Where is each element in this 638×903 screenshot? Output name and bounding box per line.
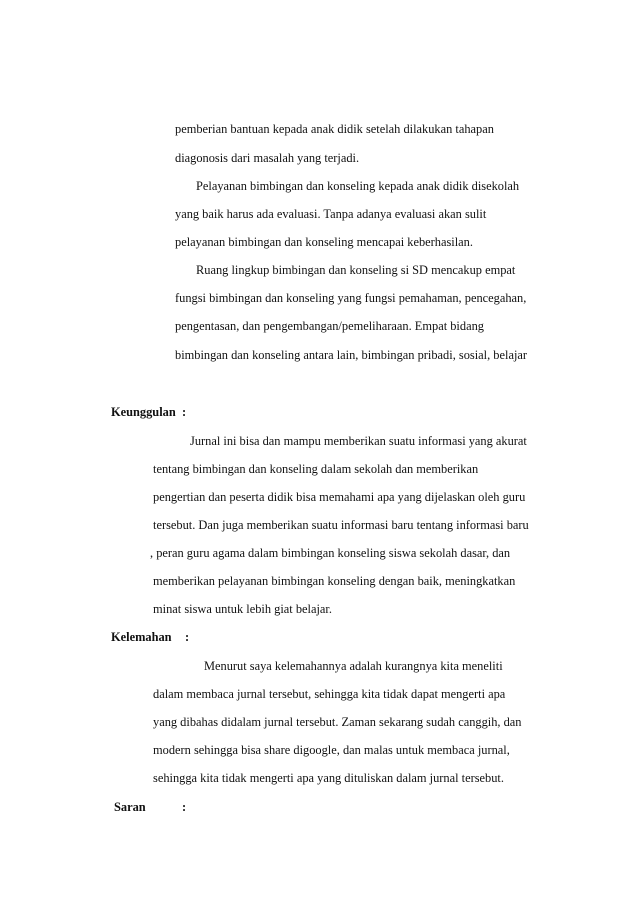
intro-line: Pelayanan bimbingan dan konseling kepada anak didik disekolah bbox=[196, 179, 520, 193]
saran-colon: : bbox=[182, 800, 187, 814]
keunggulan-colon: : bbox=[182, 405, 187, 419]
keunggulan-heading: Keunggulan bbox=[111, 405, 176, 419]
keunggulan-line: pengertian dan peserta didik bisa memahami apa yang dijelaskan oleh guru bbox=[153, 490, 526, 504]
keunggulan-line: minat siswa untuk lebih giat belajar. bbox=[153, 602, 332, 616]
saran-heading: Saran bbox=[114, 800, 146, 814]
intro-line: pemberian bantuan kepada anak didik setelah dilakukan tahapan bbox=[175, 122, 494, 136]
kelemahan-colon: : bbox=[185, 630, 190, 644]
intro-line: Ruang lingkup bimbingan dan konseling si SD mencakup empat bbox=[196, 263, 516, 277]
intro-line: bimbingan dan konseling antara lain, bimbingan pribadi, sosial, belajar bbox=[175, 348, 528, 362]
keunggulan-line: memberikan pelayanan bimbingan konseling dengan baik, meningkatkan bbox=[153, 574, 516, 588]
keunggulan-line: Jurnal ini bisa dan mampu memberikan suatu informasi yang akurat bbox=[190, 434, 527, 448]
keunggulan-line: , peran guru agama dalam bimbingan konseling siswa sekolah dasar, dan bbox=[150, 546, 511, 560]
kelemahan-line: yang dibahas didalam jurnal tersebut. Zaman sekarang sudah canggih, dan bbox=[153, 715, 522, 729]
intro-line: diagonosis dari masalah yang terjadi. bbox=[175, 151, 360, 165]
kelemahan-line: dalam membaca jurnal tersebut, sehingga kita tidak dapat mengerti apa bbox=[153, 687, 506, 701]
intro-line: pelayanan bimbingan dan konseling mencapai keberhasilan. bbox=[175, 235, 473, 249]
kelemahan-line: Menurut saya kelemahannya adalah kurangnya kita meneliti bbox=[204, 659, 503, 673]
intro-line: fungsi bimbingan dan konseling yang fungsi pemahaman, pencegahan, bbox=[175, 291, 527, 305]
keunggulan-line: tentang bimbingan dan konseling dalam sekolah dan memberikan bbox=[153, 462, 479, 476]
kelemahan-line: modern sehingga bisa share digoogle, dan malas untuk membaca jurnal, bbox=[153, 743, 510, 757]
kelemahan-heading: Kelemahan bbox=[111, 630, 172, 644]
keunggulan-line: tersebut. Dan juga memberikan suatu informasi baru tentang informasi baru bbox=[153, 518, 529, 532]
intro-line: pengentasan, dan pengembangan/pemeliharaan. Empat bidang bbox=[175, 319, 484, 333]
kelemahan-line: sehingga kita tidak mengerti apa yang dituliskan dalam jurnal tersebut. bbox=[153, 771, 504, 785]
intro-line: yang baik harus ada evaluasi. Tanpa adanya evaluasi akan sulit bbox=[175, 207, 487, 221]
